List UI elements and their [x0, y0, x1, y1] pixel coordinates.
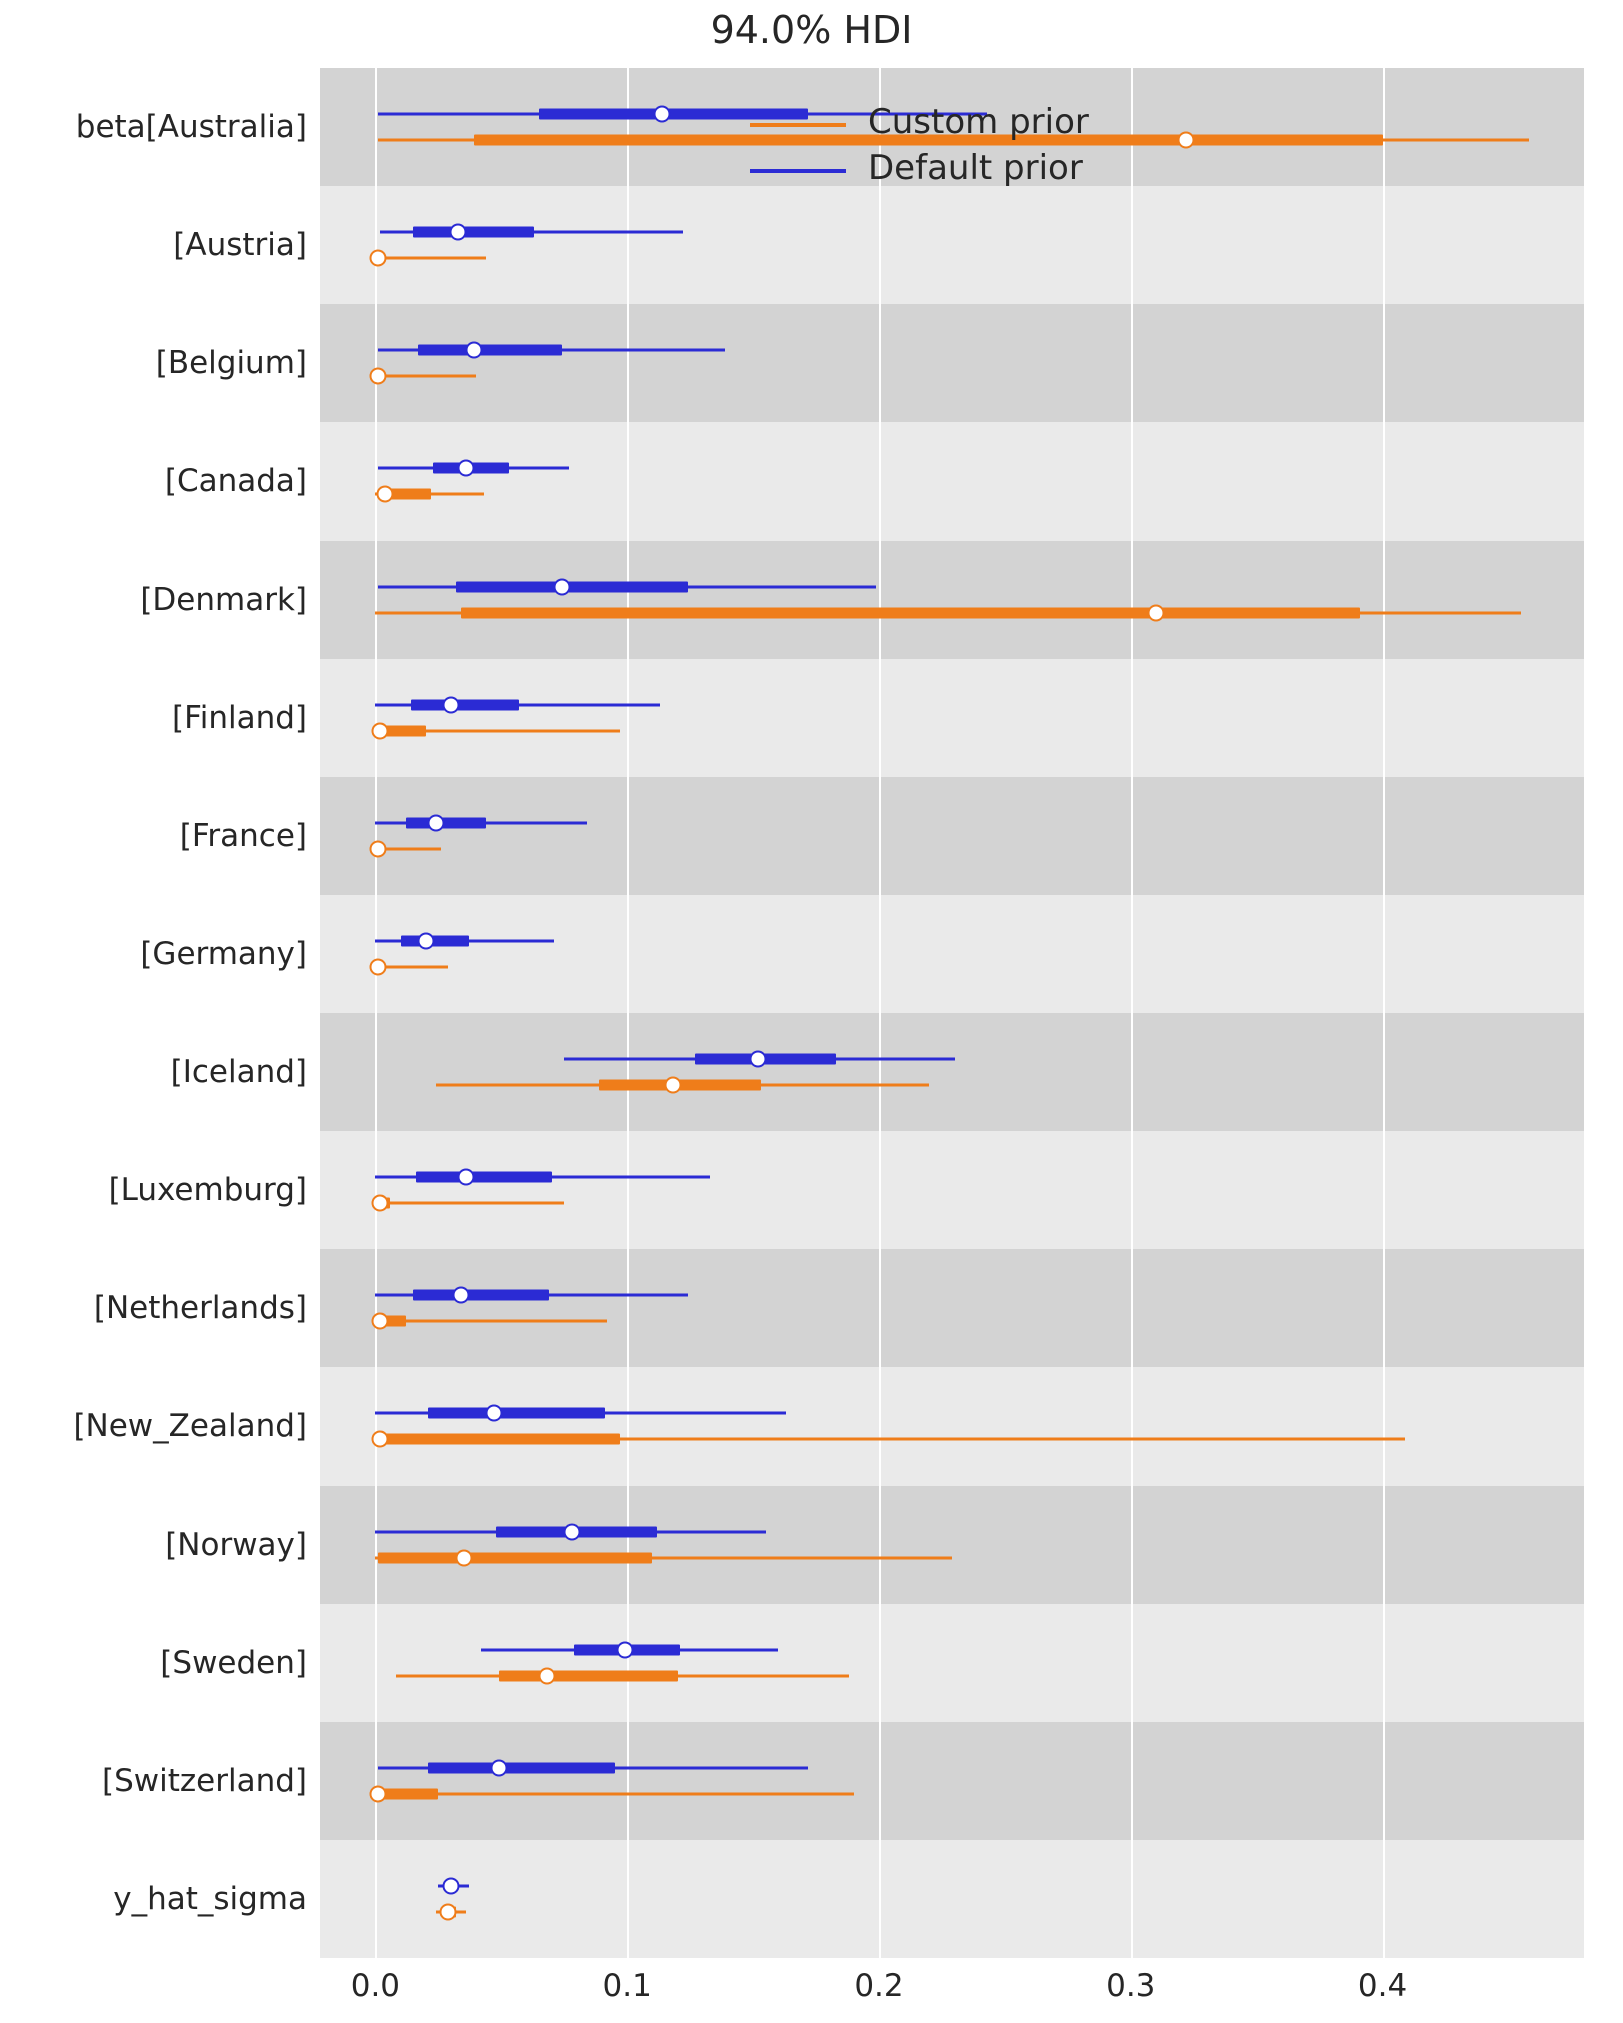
y-axis-label: [Netherlands]: [93, 1290, 307, 1327]
plot-area: [320, 68, 1584, 1958]
point-estimate-marker: [563, 1523, 580, 1540]
iqr-interval: [499, 1670, 678, 1681]
y-axis-label: [Finland]: [172, 699, 307, 736]
x-axis-tick-label: 0.0: [350, 1968, 401, 2004]
row-band: [320, 1249, 1584, 1367]
point-estimate-marker: [427, 814, 444, 831]
row-band: [320, 1013, 1584, 1131]
iqr-interval: [411, 699, 519, 710]
y-axis-label: [Germany]: [140, 935, 307, 972]
gridline: [1383, 68, 1385, 1958]
point-estimate-marker: [458, 460, 475, 477]
point-estimate-marker: [453, 1287, 470, 1304]
y-axis-label: y_hat_sigma: [113, 1880, 307, 1917]
y-axis-label: [Luxemburg]: [108, 1172, 307, 1209]
point-estimate-marker: [372, 1313, 389, 1330]
legend-swatch-default-prior: [750, 169, 846, 173]
row-band: [320, 541, 1584, 659]
legend-label-custom-prior: Custom prior: [868, 102, 1089, 142]
point-estimate-marker: [490, 1759, 507, 1776]
point-estimate-marker: [455, 1549, 472, 1566]
iqr-interval: [428, 1408, 604, 1419]
row-band: [320, 1486, 1584, 1604]
y-axis-label: [Belgium]: [155, 345, 307, 382]
gridline: [1131, 68, 1133, 1958]
point-estimate-marker: [369, 1785, 386, 1802]
point-estimate-marker: [654, 106, 671, 123]
point-estimate-marker: [377, 486, 394, 503]
point-estimate-marker: [485, 1405, 502, 1422]
legend-item-custom-prior: [750, 102, 1250, 148]
iqr-interval: [406, 817, 487, 828]
point-estimate-marker: [369, 250, 386, 267]
iqr-interval: [428, 1762, 614, 1773]
iqr-interval: [461, 607, 1360, 618]
point-estimate-marker: [372, 1431, 389, 1448]
hdi-interval: [375, 1202, 564, 1205]
y-axis-label: [New_Zealand]: [73, 1408, 307, 1445]
y-axis-label: beta[Australia]: [75, 109, 307, 146]
point-estimate-marker: [372, 722, 389, 739]
chart-legend: [750, 102, 1250, 194]
point-estimate-marker: [553, 578, 570, 595]
point-estimate-marker: [369, 958, 386, 975]
row-band: [320, 777, 1584, 895]
y-axis-label: [Denmark]: [140, 581, 307, 618]
point-estimate-marker: [616, 1641, 633, 1658]
point-estimate-marker: [369, 368, 386, 385]
point-estimate-marker: [442, 1877, 459, 1894]
point-estimate-marker: [440, 1903, 457, 1920]
point-estimate-marker: [369, 840, 386, 857]
y-axis-label: [France]: [179, 817, 307, 854]
y-axis-label: [Switzerland]: [101, 1762, 307, 1799]
chart-title: 94.0% HDI: [710, 8, 913, 52]
iqr-interval: [413, 227, 534, 238]
y-axis-label: [Austria]: [173, 227, 307, 264]
x-axis-tick-label: 0.3: [1106, 1968, 1156, 2004]
iqr-interval: [456, 581, 688, 592]
point-estimate-marker: [538, 1667, 555, 1684]
iqr-interval: [378, 1552, 652, 1563]
y-axis-label: [Canada]: [164, 463, 307, 500]
x-axis-tick-label: 0.2: [854, 1968, 904, 2004]
y-axis-label: [Norway]: [165, 1526, 307, 1563]
iqr-interval: [401, 935, 469, 946]
point-estimate-marker: [458, 1169, 475, 1186]
point-estimate-marker: [664, 1077, 681, 1094]
x-axis-tick-label: 0.1: [602, 1968, 652, 2004]
iqr-interval: [418, 345, 562, 356]
legend-label-default-prior: Default prior: [868, 148, 1083, 188]
iqr-interval: [416, 1172, 552, 1183]
hdi-interval: [375, 375, 476, 378]
hdi-interval: [375, 257, 486, 260]
row-band: [320, 1722, 1584, 1840]
gridline: [879, 68, 881, 1958]
legend-item-default-prior: [750, 148, 1250, 194]
y-axis-label: [Iceland]: [170, 1054, 307, 1091]
legend-swatch-custom-prior: [750, 123, 846, 127]
point-estimate-marker: [1147, 604, 1164, 621]
point-estimate-marker: [417, 932, 434, 949]
row-band: [320, 304, 1584, 422]
iqr-interval: [375, 1434, 619, 1445]
point-estimate-marker: [450, 224, 467, 241]
x-axis-tick-label: 0.4: [1357, 1968, 1408, 2004]
iqr-interval: [413, 1290, 549, 1301]
hdi-interval: [375, 1320, 607, 1323]
point-estimate-marker: [372, 1195, 389, 1212]
point-estimate-marker: [465, 342, 482, 359]
hdi-interval: [375, 1792, 853, 1795]
point-estimate-marker: [750, 1051, 767, 1068]
point-estimate-marker: [442, 696, 459, 713]
y-axis-label: [Sweden]: [160, 1644, 307, 1681]
